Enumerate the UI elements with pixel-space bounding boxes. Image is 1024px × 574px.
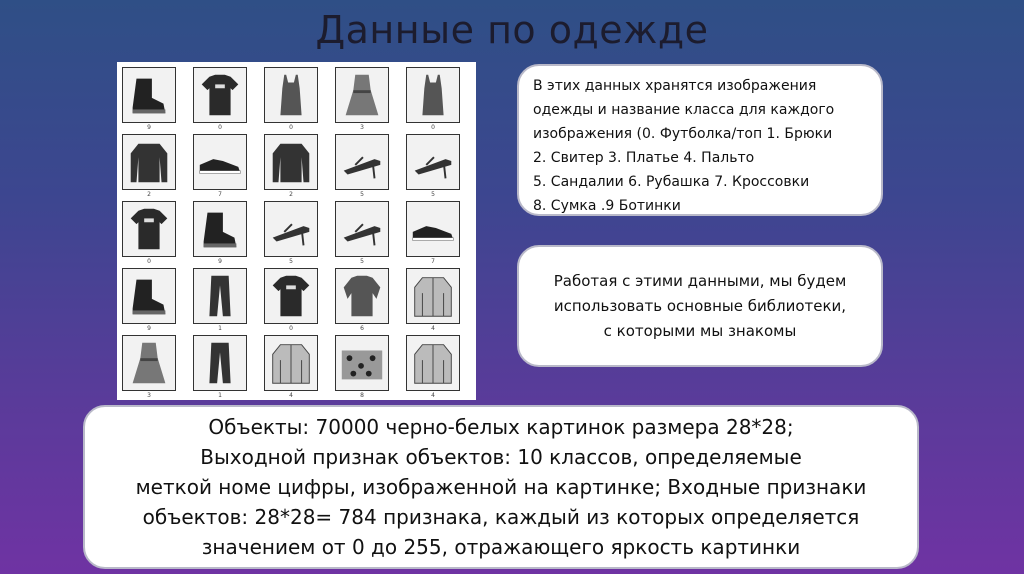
top-icon bbox=[265, 68, 317, 122]
clothing-image-cell bbox=[264, 335, 318, 391]
class-label: 5 bbox=[360, 191, 364, 198]
class-label: 5 bbox=[289, 258, 293, 265]
trouser-icon bbox=[194, 269, 246, 323]
clothing-image-cell bbox=[264, 201, 318, 257]
pullover-icon bbox=[265, 135, 317, 189]
ankle-boot-icon bbox=[194, 202, 246, 256]
clothing-image-cell bbox=[193, 201, 247, 257]
class-label: 4 bbox=[431, 392, 435, 399]
class-label: 5 bbox=[431, 191, 435, 198]
class-label: 1 bbox=[218, 392, 222, 399]
class-label: 9 bbox=[147, 325, 151, 332]
trouser-icon bbox=[194, 336, 246, 390]
coat-icon bbox=[265, 336, 317, 390]
clothing-image-cell bbox=[264, 67, 318, 123]
class-label: 0 bbox=[289, 124, 293, 131]
class-label: 6 bbox=[360, 325, 364, 332]
clothing-image-grid bbox=[117, 62, 476, 400]
clothing-image-cell bbox=[335, 268, 389, 324]
class-label: 0 bbox=[218, 124, 222, 131]
ankle-boot-icon bbox=[123, 68, 175, 122]
class-description-line: 2. Свитер 3. Платье 4. Пальто bbox=[533, 150, 755, 166]
class-description-line: 8. Сумка .9 Ботинки bbox=[533, 198, 681, 214]
bag-icon bbox=[336, 336, 388, 390]
class-description-line: одежды и название класса для каждого bbox=[533, 102, 835, 118]
class-label: 4 bbox=[289, 392, 293, 399]
clothing-image-cell bbox=[122, 201, 176, 257]
class-label: 3 bbox=[360, 124, 364, 131]
clothing-image-cell bbox=[193, 134, 247, 190]
clothing-image-cell bbox=[406, 134, 460, 190]
class-label: 2 bbox=[147, 191, 151, 198]
clothing-image-cell bbox=[122, 335, 176, 391]
class-label: 4 bbox=[431, 325, 435, 332]
dataset-objects-line: Выходной признак объектов: 10 классов, определяемые bbox=[200, 445, 802, 469]
class-label: 7 bbox=[218, 191, 222, 198]
tshirt-icon bbox=[194, 68, 246, 122]
clothing-image-cell bbox=[122, 67, 176, 123]
class-description-box bbox=[517, 64, 883, 216]
dataset-objects-line: Объекты: 70000 черно-белых картинок размера 28*28; bbox=[208, 415, 794, 439]
clothing-image-cell bbox=[335, 67, 389, 123]
sandal-icon bbox=[407, 135, 459, 189]
slide-title: Данные по одежде bbox=[315, 8, 709, 52]
coat-icon bbox=[407, 269, 459, 323]
clothing-image-cell bbox=[406, 201, 460, 257]
class-label: 5 bbox=[360, 258, 364, 265]
class-label: 2 bbox=[289, 191, 293, 198]
clothing-image-cell bbox=[122, 134, 176, 190]
pullover-icon bbox=[123, 135, 175, 189]
sneaker-icon bbox=[194, 135, 246, 189]
class-description-line: 5. Сандалии 6. Рубашка 7. Кроссовки bbox=[533, 174, 810, 190]
class-label: 0 bbox=[431, 124, 435, 131]
clothing-image-cell bbox=[264, 268, 318, 324]
shirt-icon bbox=[336, 269, 388, 323]
sandal-icon bbox=[336, 202, 388, 256]
dress-icon bbox=[336, 68, 388, 122]
class-label: 0 bbox=[289, 325, 293, 332]
class-label: 0 bbox=[147, 258, 151, 265]
dataset-objects-line: меткой номе цифры, изображенной на картинке; Входные признаки bbox=[135, 475, 867, 499]
class-label: 7 bbox=[431, 258, 435, 265]
clothing-image-cell bbox=[335, 201, 389, 257]
libraries-note-line: использовать основные библиотеки, bbox=[553, 296, 847, 315]
clothing-image-cell bbox=[335, 335, 389, 391]
sandal-icon bbox=[336, 135, 388, 189]
class-label: 1 bbox=[218, 325, 222, 332]
clothing-image-cell bbox=[335, 134, 389, 190]
libraries-note-line: Работая с этими данными, мы будем bbox=[553, 271, 847, 290]
clothing-image-cell bbox=[406, 268, 460, 324]
tshirt-icon bbox=[265, 269, 317, 323]
clothing-image-cell bbox=[193, 335, 247, 391]
clothing-image-cell bbox=[122, 268, 176, 324]
clothing-image-cell bbox=[193, 67, 247, 123]
sneaker-icon bbox=[407, 202, 459, 256]
ankle-boot-icon bbox=[123, 269, 175, 323]
coat-icon bbox=[407, 336, 459, 390]
class-description-line: В этих данных хранятся изображения bbox=[533, 78, 817, 94]
class-label: 8 bbox=[360, 392, 364, 399]
class-label: 9 bbox=[147, 124, 151, 131]
libraries-note-box bbox=[517, 245, 883, 367]
clothing-image-cell bbox=[406, 67, 460, 123]
clothing-image-cell bbox=[406, 335, 460, 391]
dataset-objects-line: значением от 0 до 255, отражающего яркость картинки bbox=[201, 535, 801, 559]
sandal-icon bbox=[265, 202, 317, 256]
dataset-objects-box bbox=[83, 405, 919, 569]
class-label: 9 bbox=[218, 258, 222, 265]
clothing-image-cell bbox=[264, 134, 318, 190]
dress-icon bbox=[123, 336, 175, 390]
class-label: 3 bbox=[147, 392, 151, 399]
tshirt-icon bbox=[123, 202, 175, 256]
clothing-image-cell bbox=[193, 268, 247, 324]
libraries-note-line: с которыми мы знакомы bbox=[603, 321, 797, 340]
top-icon bbox=[407, 68, 459, 122]
class-description-line: изображения (0. Футболка/топ 1. Брюки bbox=[533, 126, 833, 142]
dataset-objects-line: объектов: 28*28= 784 признака, каждый из которых определяется bbox=[142, 505, 860, 529]
